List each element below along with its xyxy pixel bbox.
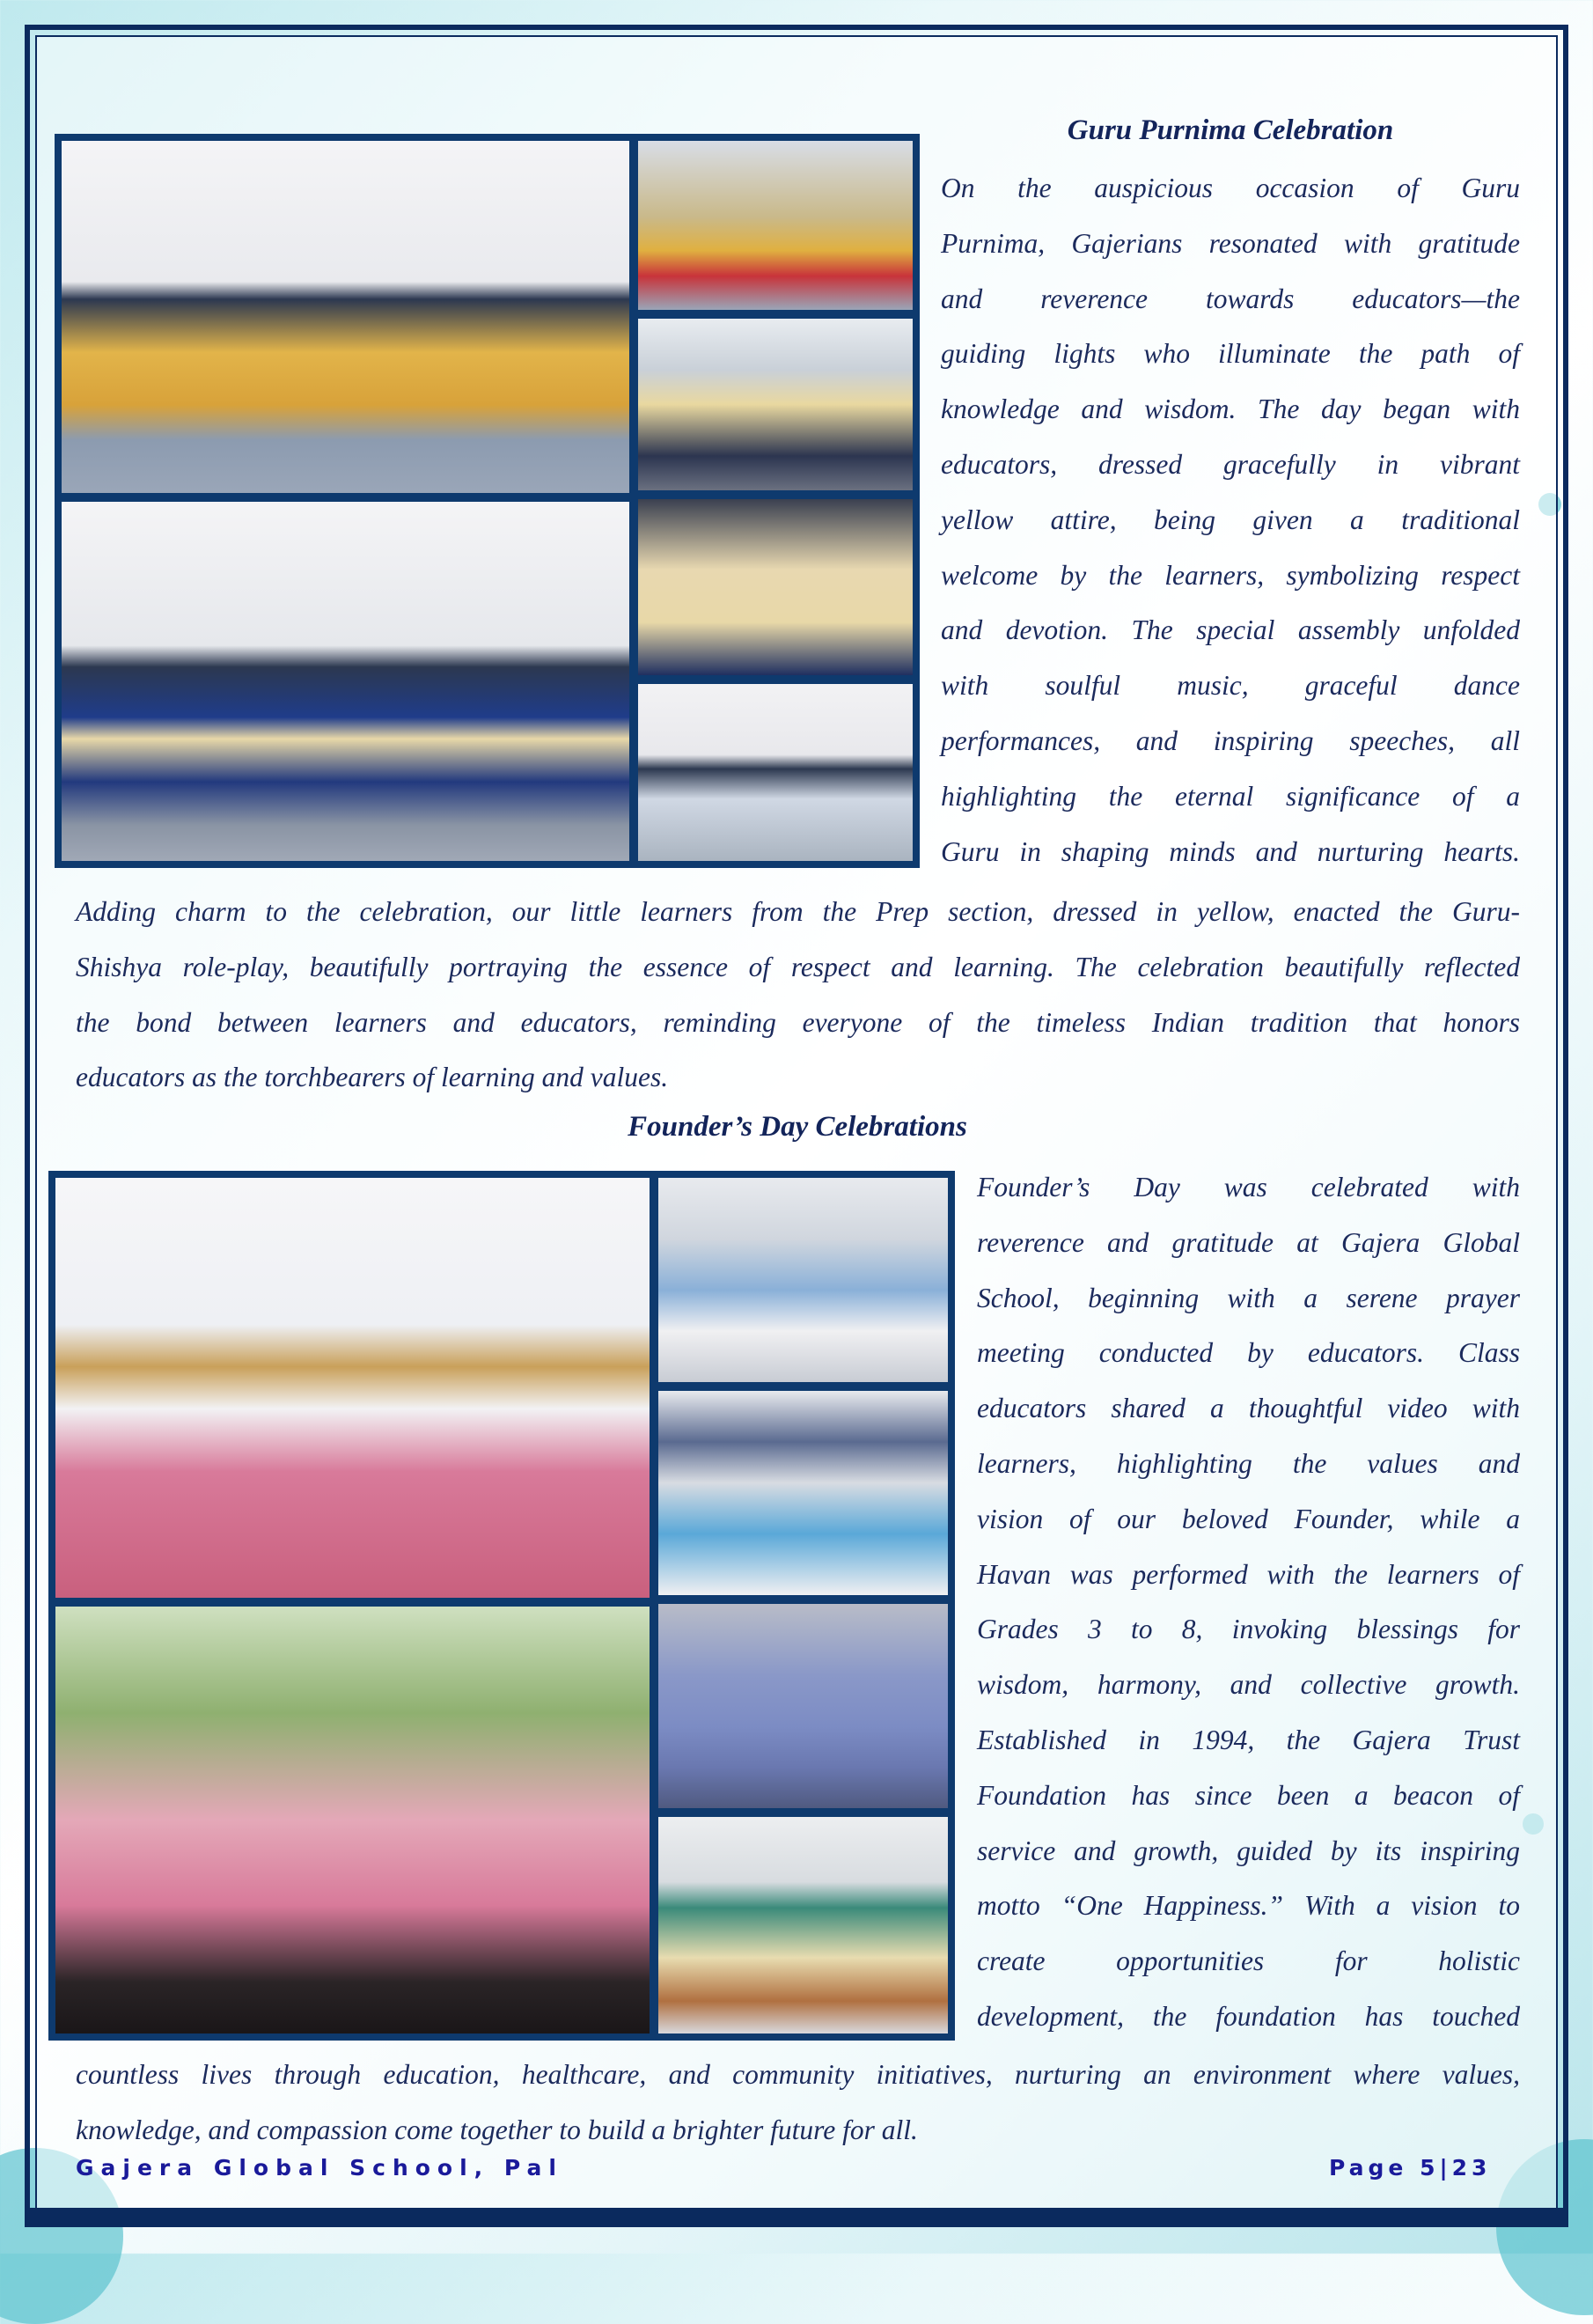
photo-classroom-video-2 bbox=[658, 1391, 948, 1595]
text-line: vision of our beloved Founder, while a bbox=[977, 1503, 1520, 1534]
guru-purnima-heading: Guru Purnima Celebration bbox=[1067, 114, 1394, 146]
guru-purnima-full-text bbox=[76, 885, 1520, 1106]
photo-classroom-video-3 bbox=[658, 1817, 948, 2034]
photo-havan-learners bbox=[55, 1607, 650, 2034]
footer-page-number: Page 5|23 bbox=[1329, 2155, 1492, 2181]
text-line: educators shared a thoughtful video with bbox=[977, 1393, 1520, 1424]
guru-purnima-photo-collage bbox=[55, 134, 920, 868]
text-line: Foundation has since been a beacon of bbox=[977, 1779, 1520, 1811]
text-line: welcome by the learners, symbolizing respect bbox=[941, 559, 1520, 591]
text-line: Guru in shaping minds and nurturing hearts. bbox=[941, 835, 1520, 867]
photo-educators-meditation bbox=[658, 1604, 948, 1808]
text-line: guiding lights who illuminate the path of bbox=[941, 338, 1520, 370]
photo-music-performers bbox=[638, 319, 913, 490]
text-line: educators, dressed gracefully in vibrant bbox=[941, 448, 1520, 480]
text-line: meeting conducted by educators. Class bbox=[977, 1337, 1520, 1369]
page-bottom-bar bbox=[30, 2208, 1563, 2222]
text-line: performances, and inspiring speeches, all bbox=[941, 724, 1520, 756]
text-line: reverence and gratitude at Gajera Global bbox=[977, 1226, 1520, 1258]
text-line: development, the foundation has touched bbox=[977, 2000, 1520, 2032]
photo-singers bbox=[638, 499, 913, 675]
guru-purnima-side-text bbox=[941, 161, 1520, 879]
photo-prayer-to-founders bbox=[55, 1178, 650, 1598]
text-line: service and growth, guided by its inspiring bbox=[977, 1835, 1520, 1866]
text-line: Established in 1994, the Gajera Trust bbox=[977, 1724, 1520, 1755]
text-line: with soulful music, graceful dance bbox=[941, 670, 1520, 702]
text-line: motto “One Happiness.” With a vision to bbox=[977, 1890, 1520, 1922]
founders-day-photo-collage bbox=[48, 1171, 955, 2041]
text-line: learners, highlighting the values and bbox=[977, 1447, 1520, 1479]
text-line: countless lives through education, healthcare, and community initiatives, nurturing an environment where values, bbox=[76, 2059, 1520, 2090]
footer-school-name: Gajera Global School, Pal bbox=[76, 2155, 563, 2181]
text-line: Adding charm to the celebration, our little learners from the Prep section, dressed in yellow, enacted the Guru- bbox=[76, 896, 1520, 927]
text-line: create opportunities for holistic bbox=[977, 1945, 1520, 1977]
text-line: yellow attire, being given a traditional bbox=[941, 504, 1520, 535]
text-line: knowledge, and compassion come together to build a brighter future for all. bbox=[76, 2114, 918, 2145]
text-line: highlighting the eternal significance of a bbox=[941, 780, 1520, 812]
photo-educators-group bbox=[62, 141, 629, 493]
text-line: Grades 3 to 8, invoking blessings for bbox=[977, 1614, 1520, 1645]
founders-day-heading: Founder’s Day Celebrations bbox=[628, 1111, 967, 1143]
photo-dance-performance bbox=[638, 684, 913, 861]
text-line: School, beginning with a serene prayer bbox=[977, 1282, 1520, 1313]
photo-classroom-video-1 bbox=[658, 1178, 948, 1382]
text-line: Founder’s Day was celebrated with bbox=[977, 1172, 1520, 1202]
text-line: wisdom, harmony, and collective growth. bbox=[977, 1669, 1520, 1701]
founders-day-side-text bbox=[977, 1160, 1520, 2045]
text-line: Purnima, Gajerians resonated with gratitude bbox=[941, 227, 1520, 259]
photo-students-group bbox=[62, 502, 629, 861]
text-line: Shishya role-play, beautifully portraying the essence of respect and learning. The celebration beautifully reflected bbox=[76, 951, 1520, 982]
founders-day-full-text bbox=[76, 2048, 1520, 2159]
photo-stage-assembly bbox=[638, 141, 913, 310]
text-line: and reverence towards educators—the bbox=[941, 283, 1520, 314]
text-line: educators as the torchbearers of learning and values. bbox=[76, 1062, 669, 1093]
text-line: the bond between learners and educators, reminding everyone of the timeless Indian tradition that honors bbox=[76, 1006, 1520, 1038]
text-line: knowledge and wisdom. The day began with bbox=[941, 393, 1520, 425]
text-line: Havan was performed with the learners of bbox=[977, 1558, 1520, 1590]
text-line: On the auspicious occasion of Guru bbox=[941, 173, 1520, 203]
text-line: and devotion. The special assembly unfolded bbox=[941, 614, 1520, 646]
